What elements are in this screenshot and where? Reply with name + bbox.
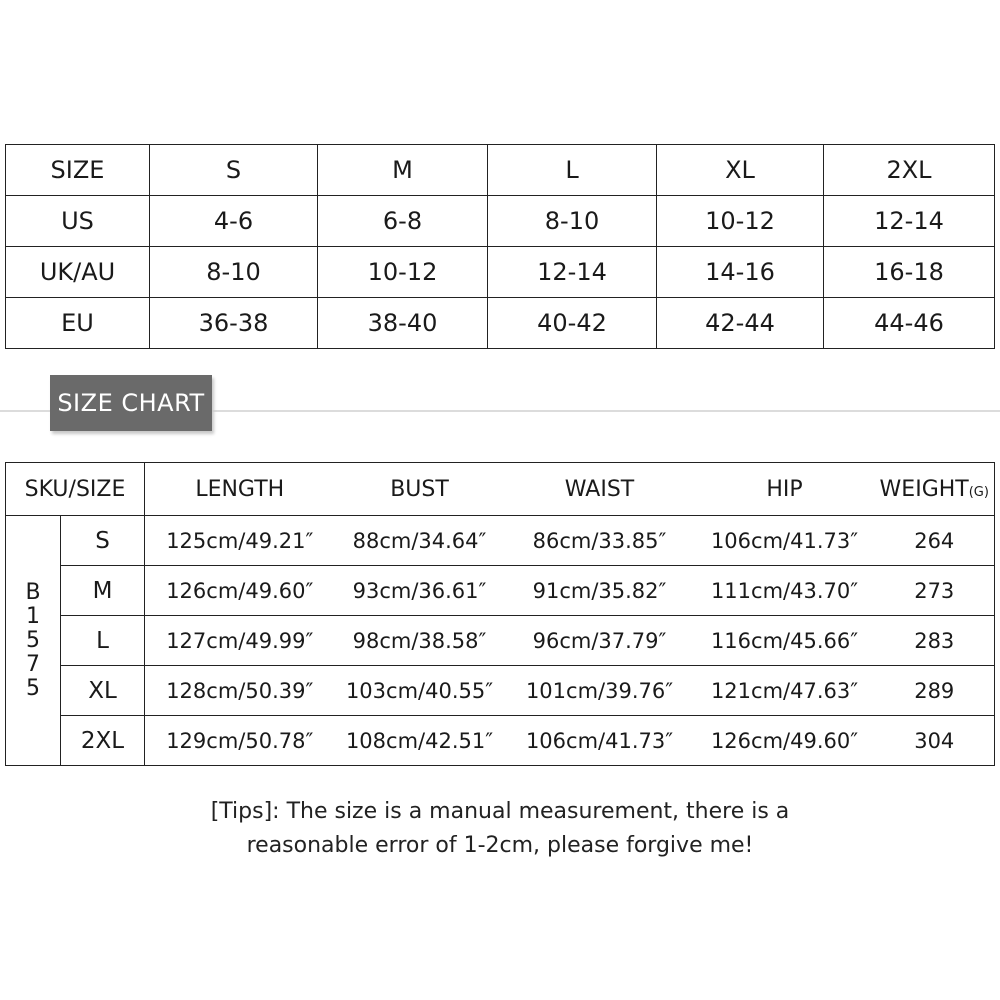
table-cell: 14-16: [657, 247, 824, 298]
size-conversion-table: [5, 144, 995, 349]
sku-char: 5: [26, 675, 40, 701]
hip-cell: 121cm/47.63″: [695, 666, 875, 716]
header-hip: HIP: [695, 463, 875, 516]
weight-cell: 283: [875, 616, 995, 666]
sku-char: 1: [26, 603, 40, 629]
table-cell: 8-10: [488, 196, 657, 247]
length-cell: 129cm/50.78″: [145, 716, 335, 766]
bust-cell: 88cm/34.64″: [335, 516, 505, 566]
table-row: [6, 716, 995, 766]
hip-cell: 116cm/45.66″: [695, 616, 875, 666]
header-length: LENGTH: [145, 463, 335, 516]
length-cell: 126cm/49.60″: [145, 566, 335, 616]
conversion-row-us: [6, 196, 995, 247]
row-label: US: [6, 196, 150, 247]
size-cell: L: [61, 616, 145, 666]
measurement-header-row: [6, 463, 995, 516]
table-cell: 36-38: [150, 298, 318, 349]
conversion-row-eu: [6, 298, 995, 349]
table-row: [6, 616, 995, 666]
header-waist: WAIST: [505, 463, 695, 516]
bust-cell: 93cm/36.61″: [335, 566, 505, 616]
row-label: EU: [6, 298, 150, 349]
waist-cell: 106cm/41.73″: [505, 716, 695, 766]
length-cell: 125cm/49.21″: [145, 516, 335, 566]
table-cell: 6-8: [318, 196, 488, 247]
header-sku-size: SKU/SIZE: [6, 463, 145, 516]
table-cell: 12-14: [488, 247, 657, 298]
waist-cell: 101cm/39.76″: [505, 666, 695, 716]
hip-cell: 106cm/41.73″: [695, 516, 875, 566]
size-cell: M: [61, 566, 145, 616]
header-bust: BUST: [335, 463, 505, 516]
size-chart-banner: SIZE CHART: [50, 375, 212, 431]
sku-char: 5: [26, 627, 40, 653]
table-row: [6, 516, 995, 566]
weight-cell: 289: [875, 666, 995, 716]
sku-code: [6, 516, 61, 766]
header-weight: [875, 463, 995, 516]
hip-cell: 111cm/43.70″: [695, 566, 875, 616]
size-cell: S: [61, 516, 145, 566]
tips-line-1: [Tips]: The size is a manual measurement, there is a: [210, 799, 790, 824]
header-cell: 2XL: [824, 145, 995, 196]
size-cell: 2XL: [61, 716, 145, 766]
header-cell: S: [150, 145, 318, 196]
size-cell: XL: [61, 666, 145, 716]
table-cell: 42-44: [657, 298, 824, 349]
table-row: [6, 566, 995, 616]
waist-cell: 96cm/37.79″: [505, 616, 695, 666]
tips-line-2: reasonable error of 1-2cm, please forgive me!: [246, 833, 754, 858]
table-cell: 44-46: [824, 298, 995, 349]
hip-cell: 126cm/49.60″: [695, 716, 875, 766]
table-cell: 10-12: [318, 247, 488, 298]
table-cell: 40-42: [488, 298, 657, 349]
table-cell: 4-6: [150, 196, 318, 247]
bust-cell: 108cm/42.51″: [335, 716, 505, 766]
row-label: UK/AU: [6, 247, 150, 298]
table-cell: 10-12: [657, 196, 824, 247]
weight-unit: (G): [968, 484, 989, 500]
table-cell: 16-18: [824, 247, 995, 298]
sku-char: 7: [26, 651, 40, 677]
conversion-row-uk-au: [6, 247, 995, 298]
bust-cell: 98cm/38.58″: [335, 616, 505, 666]
table-row: [6, 666, 995, 716]
weight-cell: 273: [875, 566, 995, 616]
measurement-table: [5, 462, 995, 766]
sku-char: B: [25, 579, 41, 605]
length-cell: 128cm/50.39″: [145, 666, 335, 716]
weight-cell: 304: [875, 716, 995, 766]
header-cell: L: [488, 145, 657, 196]
table-cell: 38-40: [318, 298, 488, 349]
bust-cell: 103cm/40.55″: [335, 666, 505, 716]
weight-cell: 264: [875, 516, 995, 566]
waist-cell: 91cm/35.82″: [505, 566, 695, 616]
weight-label: WEIGHT: [879, 476, 969, 502]
length-cell: 127cm/49.99″: [145, 616, 335, 666]
conversion-header-row: [6, 145, 995, 196]
header-cell: XL: [657, 145, 824, 196]
table-cell: 8-10: [150, 247, 318, 298]
tips-note: [0, 795, 1000, 863]
header-cell: SIZE: [6, 145, 150, 196]
waist-cell: 86cm/33.85″: [505, 516, 695, 566]
header-cell: M: [318, 145, 488, 196]
table-cell: 12-14: [824, 196, 995, 247]
